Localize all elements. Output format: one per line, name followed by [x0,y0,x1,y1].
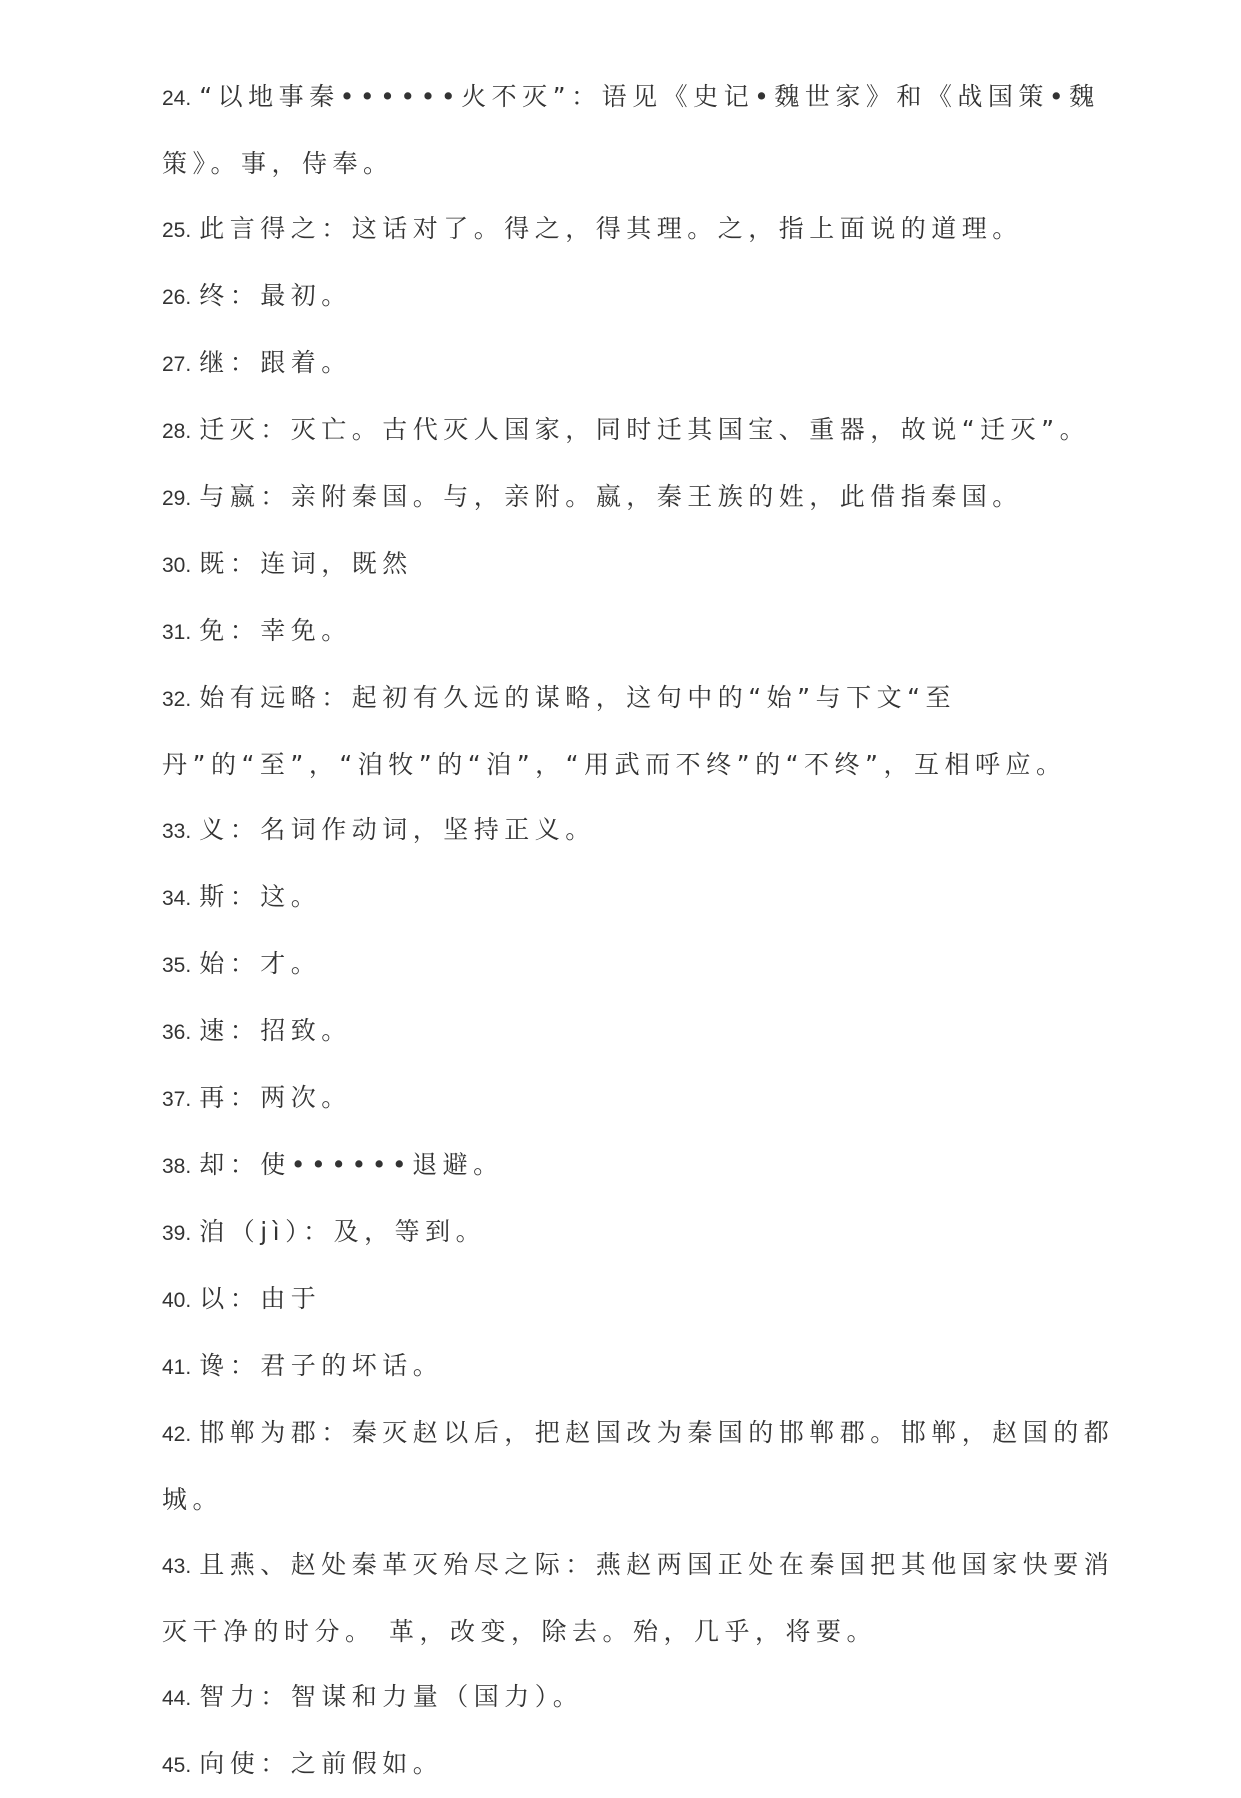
note-text: 与嬴：亲附秦国。与，亲附。嬴，秦王族的姓，此借指秦国。 [199,482,1023,511]
note-text: 以：由于 [199,1284,322,1313]
note-item [162,598,1142,665]
note-item [162,1266,1142,1333]
note-item [162,931,1142,998]
note-text: 谗：君子的坏话。 [199,1351,444,1380]
note-item [162,1065,1142,1132]
note-text: 邯郸为郡：秦灭赵以后，把赵国改为秦国的邯郸郡。邯郸，赵国的都城。 [162,1418,1115,1514]
note-item [162,665,1142,797]
note-item [162,1132,1142,1199]
note-text: 再：两次。 [199,1083,352,1112]
note-item [162,263,1142,330]
note-number: 28. [162,420,192,443]
note-number: 42. [162,1423,192,1446]
note-number: 39. [162,1222,192,1245]
note-text: 洎（jì）：及，等到。 [199,1217,487,1246]
note-number: 29. [162,487,192,510]
note-number: 35. [162,954,192,977]
note-number: 45. [162,1754,192,1777]
note-text: 却：使••••••退避。 [199,1150,504,1179]
note-item [162,531,1142,598]
note-number: 34. [162,887,192,910]
note-text: 且燕、赵处秦革灭殆尽之际：燕赵两国正处在秦国把其他国家快要消灭干净的时分。 革，改变，除去。殆，几乎，将要。 [162,1550,1115,1646]
note-text: 始：才。 [199,949,322,978]
note-item [162,1731,1142,1798]
note-text: 向使：之前假如。 [199,1749,444,1778]
note-text: 终：最初。 [199,281,352,310]
note-number: 31. [162,621,192,644]
note-number: 33. [162,820,192,843]
note-number: 41. [162,1356,192,1379]
note-number: 44. [162,1687,192,1710]
note-item [162,330,1142,397]
annotation-list [162,64,1142,1798]
note-item [162,797,1142,864]
note-item [162,397,1142,464]
note-number: 40. [162,1289,192,1312]
note-text: 速：招致。 [199,1016,352,1045]
note-text: 斯：这。 [199,882,322,911]
note-text: 既：连词，既然 [199,549,413,578]
note-item [162,464,1142,531]
note-item [162,196,1142,263]
note-text: 始有远略：起初有久远的谋略，这句中的“始”与下文“至丹”的“至”，“洎牧”的“洎”，“用武而不终”的“不终”，互相呼应。 [162,683,1067,779]
note-number: 24. [162,87,192,110]
note-text: 继：跟着。 [199,348,352,377]
note-number: 30. [162,554,192,577]
note-text: 义：名词作动词，坚持正义。 [199,815,596,844]
note-item [162,864,1142,931]
note-number: 25. [162,219,192,242]
note-item [162,64,1142,196]
note-number: 27. [162,353,192,376]
note-text: 迁灭：灭亡。古代灭人国家，同时迁其国宝、重器，故说“迁灭”。 [199,415,1091,444]
note-number: 32. [162,688,192,711]
note-number: 26. [162,286,192,309]
note-text: 智力：智谋和力量（国力）。 [199,1682,584,1711]
note-text: “以地事秦••••••火不灭”：语见《史记•魏世家》和《战国策•魏策》。事，侍奉。 [162,82,1100,178]
note-number: 43. [162,1555,192,1578]
note-number: 36. [162,1021,192,1044]
note-text: 免：幸免。 [199,616,352,645]
note-item [162,1532,1142,1664]
note-text: 此言得之：这话对了。得之，得其理。之，指上面说的道理。 [199,214,1023,243]
note-number: 37. [162,1088,192,1111]
note-item [162,1333,1142,1400]
note-item [162,1664,1142,1731]
note-item [162,998,1142,1065]
note-item [162,1199,1142,1266]
note-number: 38. [162,1155,192,1178]
note-item [162,1400,1142,1532]
